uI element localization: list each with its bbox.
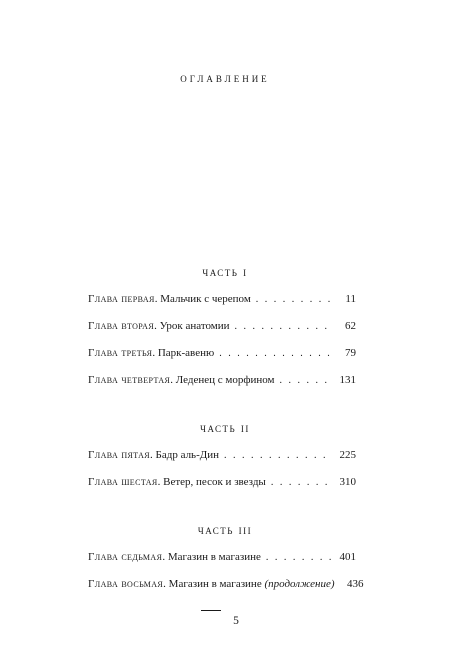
chapter-name [169, 577, 335, 591]
chapter-name: Леденец с морфином [175, 374, 275, 386]
page-number: 401 [339, 551, 356, 563]
part-heading: часть iii [197, 523, 253, 537]
chapter-name-text: Магазин в магазине [168, 578, 265, 590]
chapter-label: Глава третья [88, 347, 153, 359]
dot-leader [280, 374, 332, 388]
page-number: 225 [339, 449, 356, 461]
dot-leader [235, 320, 332, 334]
page-number: 79 [345, 347, 356, 359]
dot-leader [266, 551, 332, 565]
toc-entry[interactable]: Глава четвертая . Леденец с морфином . . . 131 [88, 373, 356, 388]
page-number: 310 [339, 476, 356, 488]
toc-entry[interactable]: Глава восьмая . Магазин в магазине (продолжение) 436 [88, 578, 364, 590]
dot-leader [219, 347, 332, 361]
page-number: 62 [345, 320, 356, 332]
toc-title: оглавление [180, 71, 270, 85]
chapter-name: Магазин в магазине [167, 551, 261, 563]
folio-rule [201, 610, 221, 611]
page-folio: 5 [233, 615, 239, 627]
chapter-label: Глава вторая [88, 320, 155, 332]
page-number: 11 [345, 293, 356, 305]
chapter-label: Глава первая [88, 293, 155, 305]
toc-entry[interactable]: Глава вторая . Урок анатомии . . . 62 [88, 319, 356, 334]
chapter-name-italic: (продолжение) [264, 578, 335, 590]
toc-entry[interactable]: Глава первая . Мальчик с черепом . . . 11 [88, 292, 356, 307]
chapter-name: Парк-авеню [157, 347, 215, 359]
dot-leader [256, 293, 332, 307]
chapter-name: Урок анатомии [159, 320, 230, 332]
dot-leader [224, 449, 332, 463]
toc-entry[interactable]: Глава шестая . Ветер, песок и звезды . . . 310 [88, 475, 356, 490]
chapter-label: Глава восьмая [88, 578, 164, 590]
chapter-name: Мальчик с черепом [160, 293, 251, 305]
toc-entry[interactable]: Глава седьмая . Магазин в магазине . . . 401 [88, 550, 356, 565]
part-heading: часть i [202, 265, 248, 279]
chapter-name: Ветер, песок и звезды [163, 476, 266, 488]
chapter-label: Глава пятая [88, 449, 151, 461]
page-number: 131 [339, 374, 356, 386]
toc-entry[interactable]: Глава третья . Парк-авеню . . . 79 [88, 346, 356, 361]
dot-leader [271, 476, 332, 490]
chapter-label: Глава седьмая [88, 551, 163, 563]
chapter-label: Глава шестая [88, 476, 158, 488]
page-number: 436 [347, 578, 364, 590]
chapter-label: Глава четвертая [88, 374, 171, 386]
chapter-name: Бадр аль-Дин [155, 449, 220, 461]
part-heading: часть ii [200, 421, 250, 435]
toc-entry[interactable]: Глава пятая . Бадр аль-Дин . . . 225 [88, 448, 356, 463]
